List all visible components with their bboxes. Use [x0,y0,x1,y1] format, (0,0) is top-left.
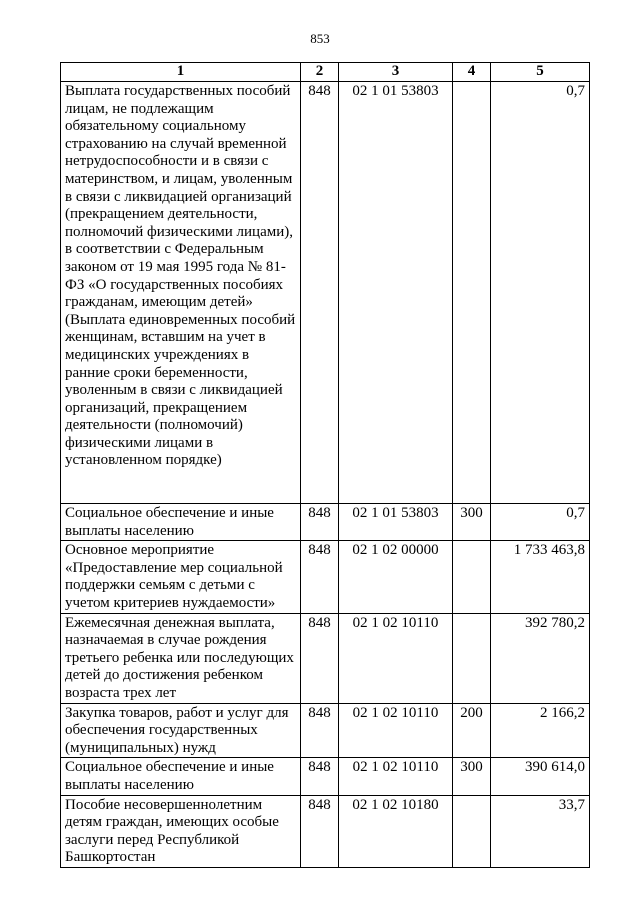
row-expense-type [453,541,491,613]
header-col-5: 5 [491,63,590,82]
table-row [61,758,590,795]
row-name: Социальное обеспечение и иные выплаты населению [61,758,301,795]
row-amount: 2 166,2 [491,703,590,758]
row-target-code: 02 1 01 53803 [339,504,453,541]
row-expense-type: 300 [453,758,491,795]
table-row [61,703,590,758]
row-admin-code: 848 [301,613,339,703]
row-expense-type: 300 [453,504,491,541]
row-name: Закупка товаров, работ и услуг для обеспечения государственных (муниципальных) нужд [61,703,301,758]
table-row [61,82,590,504]
row-name: Пособие несовершеннолетним детям граждан, имеющих особые заслуги перед Республикой Башкортостан [61,795,301,867]
row-target-code: 02 1 02 10110 [339,613,453,703]
row-target-code: 02 1 02 10180 [339,795,453,867]
row-admin-code: 848 [301,82,339,504]
header-row [61,63,590,82]
row-name: Социальное обеспечение и иные выплаты населению [61,504,301,541]
row-admin-code: 848 [301,795,339,867]
header-col-1: 1 [61,63,301,82]
table-row [61,613,590,703]
row-admin-code: 848 [301,758,339,795]
row-name: Основное мероприятие «Предоставление мер социальной поддержки семьям с детьми с учетом критериев нуждаемости» [61,541,301,613]
header-col-3: 3 [339,63,453,82]
row-target-code: 02 1 02 10110 [339,758,453,795]
row-expense-type [453,82,491,504]
row-amount: 1 733 463,8 [491,541,590,613]
page-number: 853 [310,31,330,46]
table-row [61,504,590,541]
row-amount: 33,7 [491,795,590,867]
row-target-code: 02 1 02 10110 [339,703,453,758]
table-row [61,541,590,613]
header-col-2: 2 [301,63,339,82]
row-amount: 0,7 [491,504,590,541]
row-amount: 0,7 [491,82,590,504]
row-amount: 392 780,2 [491,613,590,703]
row-admin-code: 848 [301,541,339,613]
row-name: Выплата государственных пособий лицам, не подлежащим обязательному социальному страхованию на случай временной нетрудоспособности и в связи с материнством, и лицам, уволенным в связи с ликвидацией организаций (прекращением деятельности, полномочий физическими лицами), в соответствии с Федеральным законом от 19 мая 1995 года № 81-ФЗ «О государственных пособиях гражданам, имеющим детей» (Выплата единовременных пособий женщинам, вставшим на учет в медицинских учреждениях в ранние сроки беременности, уволенным в связи с ликвидацией организаций, прекращением деятельности (полномочий) физическими лицами в установленном порядке) [61,82,301,504]
row-name: Ежемесячная денежная выплата, назначаемая в случае рождения третьего ребенка или последующих детей до достижения ребенком возраста трех лет [61,613,301,703]
row-admin-code: 848 [301,703,339,758]
row-expense-type: 200 [453,703,491,758]
row-admin-code: 848 [301,504,339,541]
table-row [61,795,590,867]
row-expense-type [453,613,491,703]
row-amount: 390 614,0 [491,758,590,795]
row-target-code: 02 1 01 53803 [339,82,453,504]
budget-table [60,62,590,868]
row-target-code: 02 1 02 00000 [339,541,453,613]
header-col-4: 4 [453,63,491,82]
row-expense-type [453,795,491,867]
